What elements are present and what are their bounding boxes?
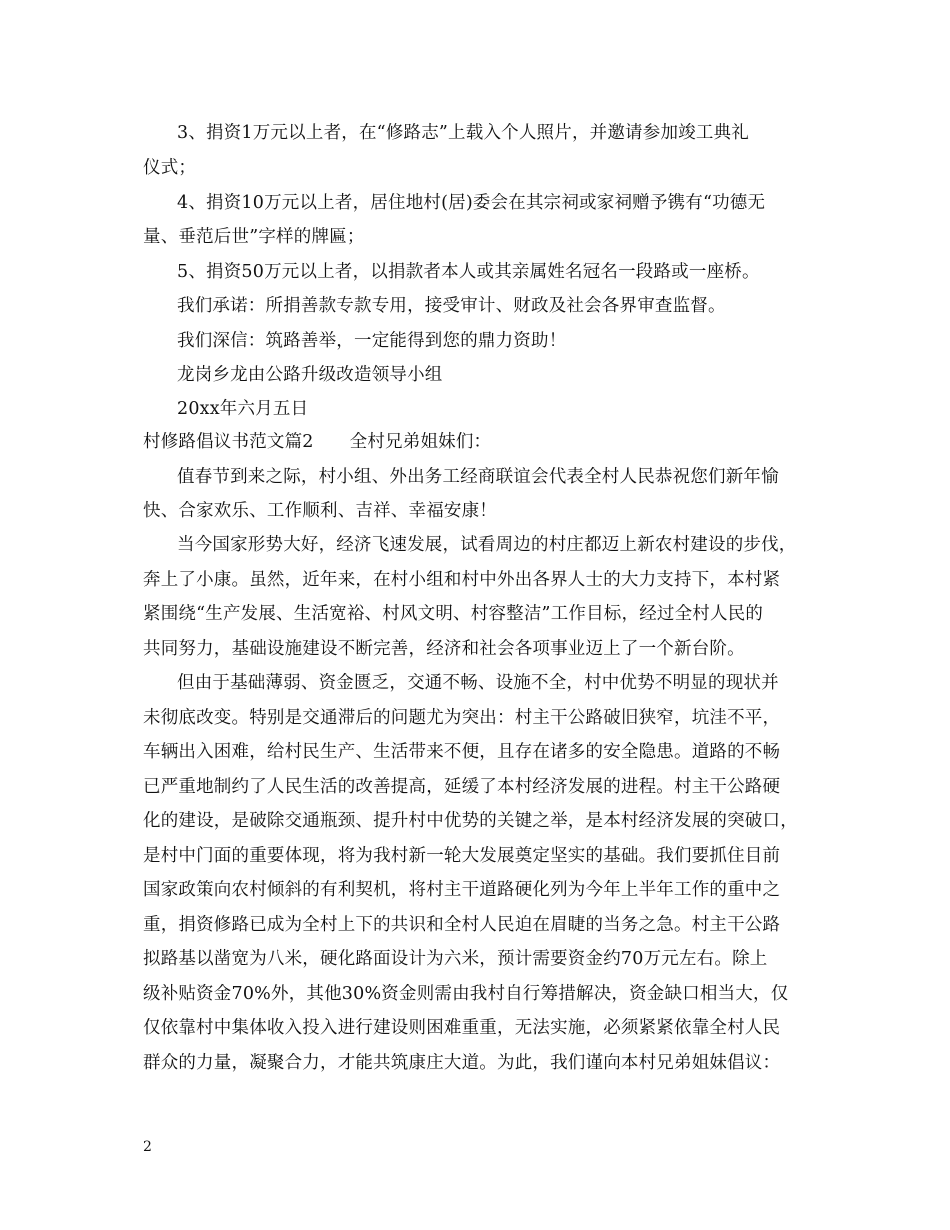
text-line: 4、捐资10万元以上者，居住地村(居)委会在其宗祠或家祠赠予镌有“功德无 [177,193,766,213]
text-line: 仪式； [143,158,197,178]
text-line: 已严重地制约了人民生活的改善提高，延缓了本村经济发展的进程。村主干公路硬 [143,777,781,797]
salutation: 全村兄弟姐妹们： [349,432,492,452]
text-line: 是村中门面的重要体现，将为我村新一轮大发展奠定坚实的基础。我们要抓住目前 [143,846,781,866]
text-line: 快、合家欢乐、工作顺利、吉祥、幸福安康！ [143,501,497,521]
signature-date: 20xx年六月五日 [177,399,309,419]
text-line: 化的建设，是破除交通瓶颈、提升村中优势的关键之举，是本村经济发展的突破口， [143,811,798,831]
text-line: 值春节到来之际，村小组、外出务工经商联谊会代表全村人民恭祝您们新年愉 [177,467,779,487]
section-heading-line [143,431,491,453]
text-line: 3、捐资1万元以上者，在“修路志”上载入个人照片，并邀请参加竣工典礼 [177,123,749,143]
text-line: 级补贴资金70%外，其他30%资金则需由我村自行筹措解决，资金缺口相当大，仅 [143,984,789,1004]
section-title: 村修路倡议书范文篇2 [143,432,314,452]
text-line: 但由于基础薄弱、资金匮乏，交通不畅、设施不全，村中优势不明显的现状并 [177,673,779,693]
text-line: 重，捐资修路已成为全村上下的共识和全村人民迫在眉睫的当务之急。村主干公路 [143,915,781,935]
text-line: 共同努力，基础设施建设不断完善，经济和社会各项事业迈上了一个新台阶。 [143,639,745,659]
text-line: 未彻底改变。特别是交通滞后的问题尤为突出：村主干公路破旧狭窄，坑洼不平， [143,708,781,728]
text-line: 当今国家形势大好，经济飞速发展，试看周边的村庄都迈上新农村建设的步伐， [177,535,797,555]
signature-organization: 龙岗乡龙由公路升级改造领导小组 [177,365,443,385]
text-line: 量、垂范后世”字样的牌匾； [143,227,365,247]
text-line: 仅依靠村中集体收入投入进行建设则困难重重，无法实施，必须紧紧依靠全村人民 [143,1018,781,1038]
text-line: 我们深信：筑路善举，一定能得到您的鼎力资助！ [177,331,567,351]
page-number: 2 [143,1139,152,1155]
text-line: 紧围绕“生产发展、生活宽裕、村风文明、村容整洁”工作目标，经过全村人民的 [143,604,764,624]
text-line: 群众的力量，凝聚合力，才能共筑康庄大道。为此，我们谨向本村兄弟姐妹倡议： [143,1053,781,1073]
text-line: 我们承诺：所捐善款专款专用，接受审计、财政及社会各界审查监督。 [177,296,726,316]
text-line: 国家政策向农村倾斜的有利契机，将村主干道路硬化列为今年上半年工作的重中之 [143,880,781,900]
text-line: 5、捐资50万元以上者，以捐款者本人或其亲属姓名冠名一段路或一座桥。 [177,262,760,282]
text-line: 车辆出入困难，给村民生产、生活带来不便，且存在诸多的安全隐患。道路的不畅 [143,742,781,762]
text-line: 拟路基以凿宽为八米，硬化路面设计为六米，预计需要资金约70万元左右。除上 [143,949,768,969]
text-line: 奔上了小康。虽然，近年来，在村小组和村中外出各界人士的大力支持下，本村紧 [143,570,781,590]
